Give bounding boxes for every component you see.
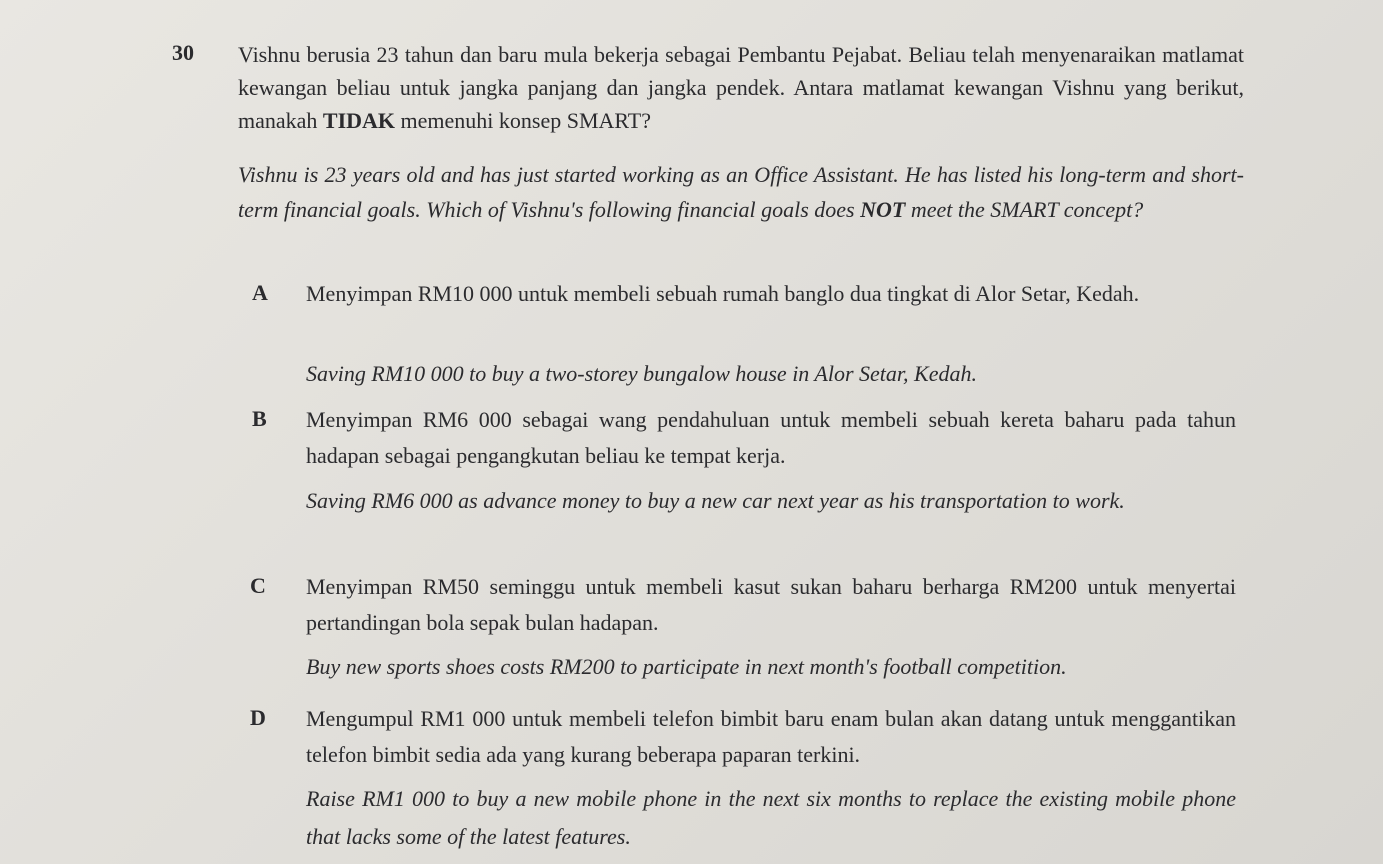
option-a-english: Saving RM10 000 to buy a two-storey bungalow house in Alor Setar, Kedah. <box>306 361 977 386</box>
option-b-letter: B <box>252 406 267 431</box>
question-number: 30 <box>172 40 194 65</box>
option-d-malay: Mengumpul RM1 000 untuk membeli telefon bimbit baru enam bulan akan datang untuk menggantikan telefon bimbit sedia ada yang kurang beberapa paparan terkini. <box>306 706 1236 767</box>
option-c-letter: C <box>250 573 266 598</box>
option-c-malay: Menyimpan RM50 seminggu untuk membeli kasut sukan baharu berharga RM200 untuk menyertai pertandingan bola sepak bulan hadapan. <box>306 574 1236 635</box>
option-d-letter: D <box>250 705 266 730</box>
question-stem-english: Vishnu is 23 years old and has just started working as an Office Assistant. He has listed his long-term and short-term financial goals. Which of Vishnu's following financial goals does NOT meet the SMART concept? <box>238 162 1244 222</box>
emphasis-tidak: TIDAK <box>322 108 396 133</box>
question-stem-malay: Vishnu berusia 23 tahun dan baru mula bekerja sebagai Pembantu Pejabat. Beliau telah menyenaraikan matlamat kewangan beliau untuk jangka panjang dan jangka pendek. Antara matlamat kewangan Vishnu yang berikut, manakah TIDAK memenuhi konsep SMART? <box>238 42 1244 133</box>
option-b-malay: Menyimpan RM6 000 sebagai wang pendahuluan untuk membeli sebuah kereta baharu pada tahun hadapan sebagai pengangkutan beliau ke tempat kerja. <box>306 407 1236 468</box>
option-a-malay: Menyimpan RM10 000 untuk membeli sebuah rumah banglo dua tingkat di Alor Setar, Kedah. <box>306 281 1140 306</box>
option-b-english: Saving RM6 000 as advance money to buy a new car next year as his transportation to work. <box>306 488 1125 513</box>
option-d-english: Raise RM1 000 to buy a new mobile phone in the next six months to replace the existing mobile phone that lacks some of the latest features. <box>306 786 1236 849</box>
option-a-letter: A <box>252 280 268 305</box>
emphasis-not: NOT <box>860 197 906 222</box>
option-c-english: Buy new sports shoes costs RM200 to participate in next month's football competition. <box>306 654 1067 679</box>
